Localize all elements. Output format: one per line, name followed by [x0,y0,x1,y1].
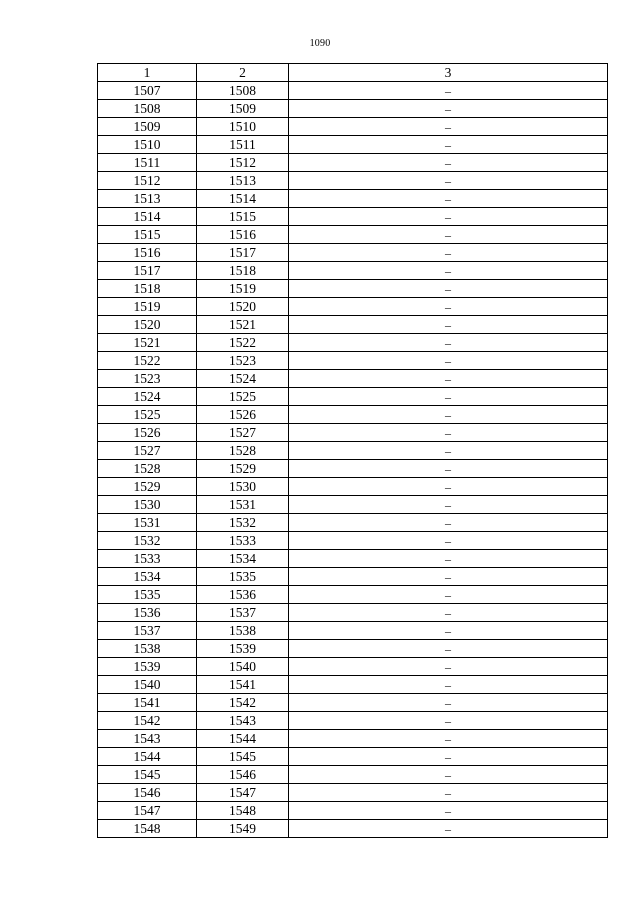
table-cell-col-3: – [289,568,608,586]
table-cell-col-1: 1545 [98,766,197,784]
table-cell-col-2: 1524 [197,370,289,388]
table-cell-col-2: 1525 [197,388,289,406]
table-cell-col-2: 1520 [197,298,289,316]
table-row [98,424,608,442]
table-row [98,352,608,370]
table-row [98,694,608,712]
table-cell-col-2: 1512 [197,154,289,172]
table-row [98,550,608,568]
table-cell-col-1: 1538 [98,640,197,658]
table-row [98,532,608,550]
table-cell-col-2: 1539 [197,640,289,658]
table-row [98,604,608,622]
table-cell-col-1: 1513 [98,190,197,208]
table-cell-col-1: 1514 [98,208,197,226]
table-row [98,784,608,802]
table-cell-col-2: 1535 [197,568,289,586]
table-row [98,496,608,514]
table-cell-col-3: – [289,802,608,820]
table-row [98,586,608,604]
table-cell-col-1: 1537 [98,622,197,640]
table-header [98,64,608,82]
table-cell-col-1: 1547 [98,802,197,820]
table-cell-col-1: 1544 [98,748,197,766]
table-cell-col-3: – [289,622,608,640]
table-cell-col-3: – [289,478,608,496]
table-cell-col-1: 1526 [98,424,197,442]
table-cell-col-3: – [289,532,608,550]
table-row [98,136,608,154]
table-row [98,478,608,496]
table-cell-col-3: – [289,514,608,532]
table-cell-col-2: 1536 [197,586,289,604]
table-cell-col-2: 1513 [197,172,289,190]
table-cell-col-3: – [289,172,608,190]
table-cell-col-2: 1511 [197,136,289,154]
table-cell-col-2: 1544 [197,730,289,748]
table-cell-col-3: – [289,280,608,298]
table-cell-col-1: 1535 [98,586,197,604]
table-row [98,676,608,694]
table-cell-col-3: – [289,262,608,280]
table-cell-col-3: – [289,226,608,244]
table-cell-col-1: 1527 [98,442,197,460]
table-cell-col-1: 1512 [98,172,197,190]
table-cell-col-2: 1534 [197,550,289,568]
table-cell-col-1: 1511 [98,154,197,172]
table-row [98,712,608,730]
table-cell-col-3: – [289,352,608,370]
table-cell-col-2: 1546 [197,766,289,784]
table-cell-col-1: 1529 [98,478,197,496]
table-cell-col-1: 1539 [98,658,197,676]
table-cell-col-1: 1522 [98,352,197,370]
table-cell-col-3: – [289,424,608,442]
table-cell-col-2: 1518 [197,262,289,280]
table-cell-col-1: 1515 [98,226,197,244]
table-cell-col-2: 1519 [197,280,289,298]
table-cell-col-1: 1531 [98,514,197,532]
table-row [98,388,608,406]
table-cell-col-1: 1507 [98,82,197,100]
table-cell-col-1: 1525 [98,406,197,424]
table-row [98,460,608,478]
table-cell-col-3: – [289,784,608,802]
table-row [98,406,608,424]
table-cell-col-3: – [289,370,608,388]
table-cell-col-2: 1523 [197,352,289,370]
table-row [98,100,608,118]
table-row [98,82,608,100]
table-cell-col-2: 1548 [197,802,289,820]
table-cell-col-3: – [289,442,608,460]
table-cell-col-3: – [289,208,608,226]
table-cell-col-2: 1508 [197,82,289,100]
table-row [98,226,608,244]
table-row [98,802,608,820]
table-row [98,748,608,766]
header-row [98,64,608,82]
table-cell-col-1: 1536 [98,604,197,622]
table-cell-col-3: – [289,676,608,694]
table-cell-col-2: 1522 [197,334,289,352]
table-cell-col-2: 1527 [197,424,289,442]
table-cell-col-3: – [289,136,608,154]
table-cell-col-1: 1510 [98,136,197,154]
table-cell-col-2: 1532 [197,514,289,532]
table-cell-col-3: – [289,694,608,712]
table-cell-col-1: 1523 [98,370,197,388]
column-header-3: 3 [289,64,608,82]
table-cell-col-2: 1530 [197,478,289,496]
table-cell-col-2: 1533 [197,532,289,550]
table-cell-col-1: 1518 [98,280,197,298]
table-row [98,298,608,316]
page-number: 1090 [309,38,331,49]
table-cell-col-3: – [289,658,608,676]
table-cell-col-3: – [289,154,608,172]
table-row [98,334,608,352]
table-cell-col-1: 1543 [98,730,197,748]
table-cell-col-1: 1524 [98,388,197,406]
table-cell-col-3: – [289,298,608,316]
table-cell-col-3: – [289,712,608,730]
table-cell-col-1: 1519 [98,298,197,316]
table-cell-col-2: 1540 [197,658,289,676]
table-cell-col-3: – [289,388,608,406]
table-cell-col-3: – [289,748,608,766]
table-cell-col-1: 1521 [98,334,197,352]
table-cell-col-2: 1545 [197,748,289,766]
table-cell-col-3: – [289,316,608,334]
table-cell-col-1: 1533 [98,550,197,568]
table-row [98,244,608,262]
table-cell-col-1: 1534 [98,568,197,586]
table-cell-col-3: – [289,730,608,748]
table-cell-col-3: – [289,640,608,658]
table-row [98,208,608,226]
table-cell-col-1: 1546 [98,784,197,802]
table-cell-col-3: – [289,820,608,838]
table-cell-col-1: 1530 [98,496,197,514]
table-row [98,568,608,586]
column-header-2: 2 [197,64,289,82]
table-row [98,154,608,172]
table-cell-col-2: 1541 [197,676,289,694]
table-cell-col-3: – [289,82,608,100]
table-cell-col-2: 1515 [197,208,289,226]
table-row [98,262,608,280]
table-cell-col-3: – [289,550,608,568]
table-cell-col-2: 1538 [197,622,289,640]
table-row [98,316,608,334]
table-row [98,514,608,532]
table-cell-col-3: – [289,100,608,118]
table-cell-col-2: 1529 [197,460,289,478]
table-row [98,370,608,388]
table-cell-col-2: 1531 [197,496,289,514]
table-cell-col-2: 1537 [197,604,289,622]
table-row [98,658,608,676]
table-cell-col-3: – [289,586,608,604]
table-cell-col-2: 1547 [197,784,289,802]
table-cell-col-1: 1532 [98,532,197,550]
table-row [98,442,608,460]
table-cell-col-3: – [289,244,608,262]
table-row [98,118,608,136]
table-cell-col-2: 1542 [197,694,289,712]
table-cell-col-2: 1514 [197,190,289,208]
table-row [98,172,608,190]
table-cell-col-2: 1526 [197,406,289,424]
table-cell-col-1: 1540 [98,676,197,694]
table-cell-col-1: 1548 [98,820,197,838]
table-row [98,640,608,658]
table-cell-col-2: 1521 [197,316,289,334]
table-cell-col-3: – [289,334,608,352]
column-header-1: 1 [98,64,197,82]
table-cell-col-3: – [289,190,608,208]
table-body [98,82,608,838]
table-cell-col-3: – [289,118,608,136]
table-cell-col-2: 1543 [197,712,289,730]
table-cell-col-2: 1516 [197,226,289,244]
table-cell-col-1: 1508 [98,100,197,118]
table-row [98,622,608,640]
table-cell-col-3: – [289,460,608,478]
table-cell-col-3: – [289,604,608,622]
table-row [98,280,608,298]
table-cell-col-2: 1549 [197,820,289,838]
table-cell-col-2: 1528 [197,442,289,460]
table-cell-col-1: 1541 [98,694,197,712]
table-cell-col-1: 1520 [98,316,197,334]
table-cell-col-2: 1510 [197,118,289,136]
table-row [98,820,608,838]
table-cell-col-1: 1516 [98,244,197,262]
table-cell-col-2: 1517 [197,244,289,262]
table-cell-col-3: – [289,496,608,514]
table-cell-col-1: 1509 [98,118,197,136]
table-cell-col-1: 1517 [98,262,197,280]
table-cell-col-3: – [289,766,608,784]
table-cell-col-3: – [289,406,608,424]
table-cell-col-1: 1528 [98,460,197,478]
table-cell-col-1: 1542 [98,712,197,730]
table-row [98,766,608,784]
table-row [98,730,608,748]
table-cell-col-2: 1509 [197,100,289,118]
data-table [97,63,608,838]
table-row [98,190,608,208]
